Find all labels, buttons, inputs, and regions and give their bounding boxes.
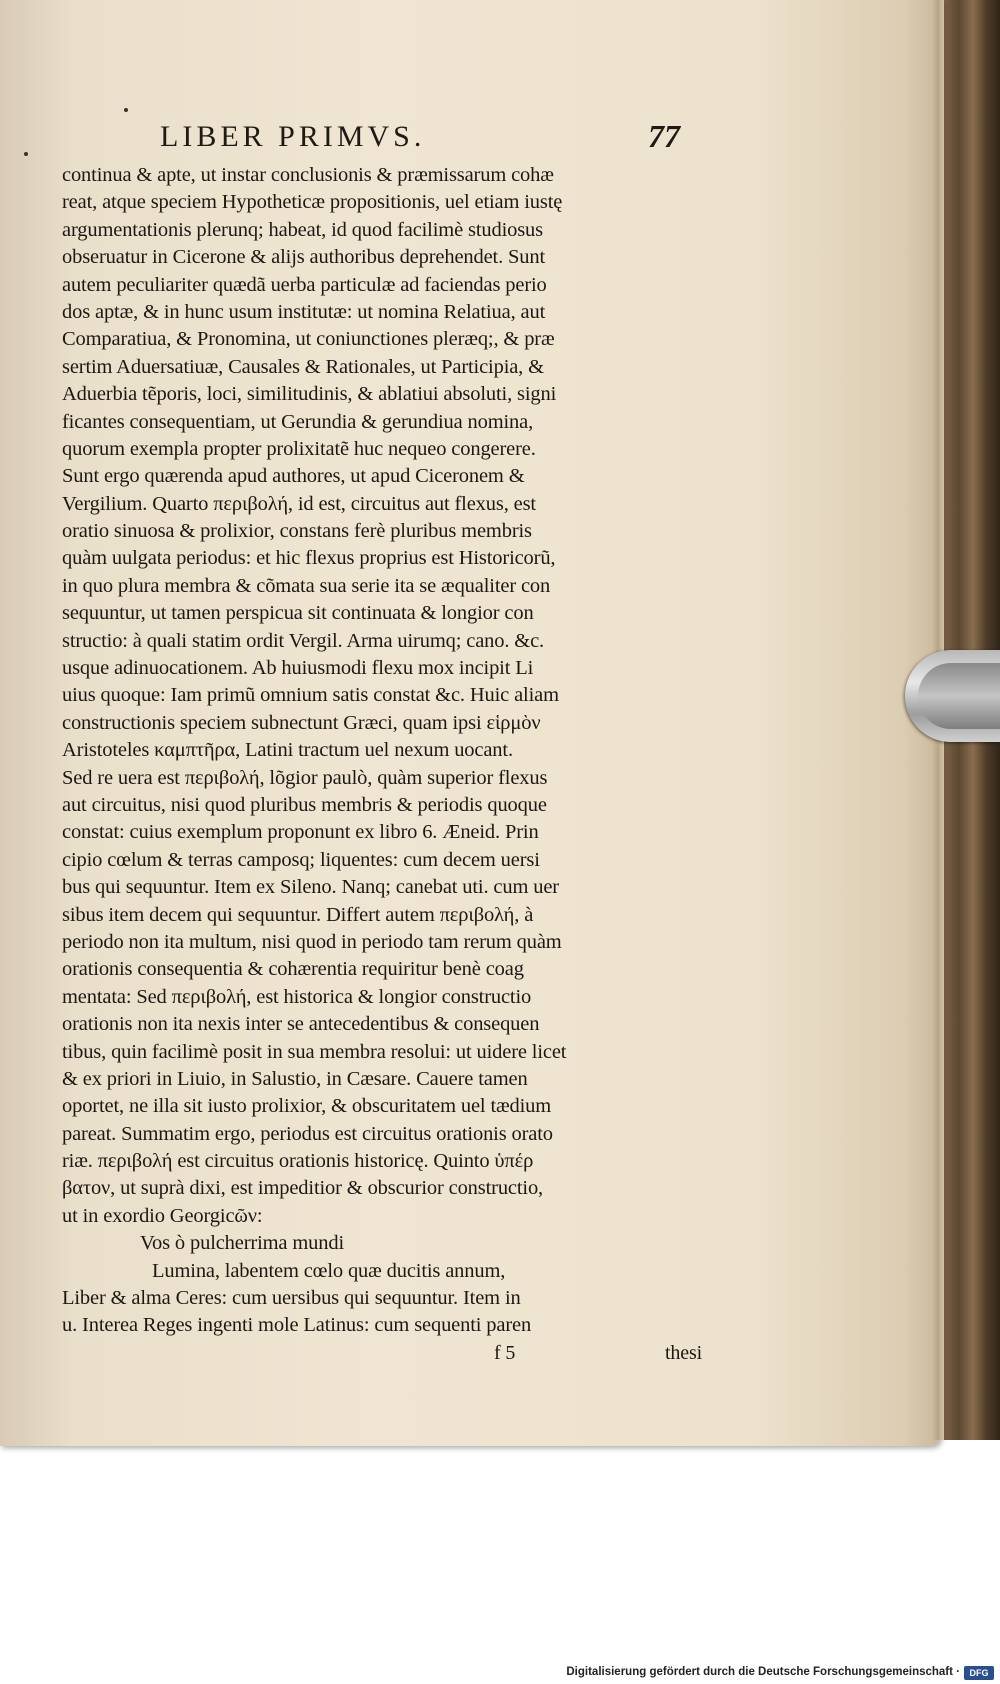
prose-block [62, 162, 702, 1230]
text-line: u. Interea Reges ingenti mole Latinus: cum sequenti paren [62, 1314, 532, 1337]
catchline [62, 1340, 702, 1367]
text-line: oratio sinuosa & prolixior, constans ferè pluribus membris [62, 520, 532, 543]
dfg-logo-icon: DFG [964, 1666, 994, 1680]
running-head-title: LIBER PRIMVS. [160, 120, 426, 153]
text-line: Vergilium. Quarto περιβολή, id est, circuitus aut flexus, est [62, 492, 536, 515]
text-line: reat, atque speciem Hypotheticæ propositionis, uel etiam iustę [62, 191, 563, 214]
text-line: Sunt ergo quærenda apud authores, ut apud Ciceronem & [62, 465, 525, 488]
text-line: in quo plura membra & cõmata sua serie ita se æqualiter con [62, 574, 551, 597]
page-body [62, 162, 702, 1367]
catchword: thesi [664, 1341, 702, 1364]
text-line: quàm uulgata periodus: et hic flexus proprius est Historicorũ, [62, 547, 556, 570]
text-line: Aristoteles καμπτῆρα, Latini tractum uel nexum uocant. [62, 739, 513, 762]
text-line: usque adinuocationem. Ab huiusmodi flexu mox incipit Li [62, 657, 534, 680]
ink-speck [124, 108, 128, 112]
text-line: mentata: Sed περιβολή, est historica & longior constructio [62, 985, 532, 1008]
text-line: bus qui sequuntur. Item ex Sileno. Nanq; canebat uti. cum uer [62, 876, 559, 899]
text-line: constructionis speciem subnectunt Græci, quam ipsi εἱρμὸν [62, 711, 541, 734]
text-line: Lumina, labentem cœlo quæ ducitis annum, [152, 1259, 506, 1282]
signature-mark: f 5 [494, 1341, 516, 1364]
running-head [160, 120, 680, 160]
verse-quotation [62, 1230, 702, 1285]
text-line: uius quoque: Iam primũ omnium satis constat &c. Huic aliam [62, 684, 559, 707]
text-line: aut circuitus, nisi quod pluribus membris & periodis quoque [62, 793, 547, 816]
text-line: Liber & alma Ceres: cum uersibus qui sequuntur. Item in [62, 1287, 521, 1310]
text-line: orationis consequentia & cohærentia requiritur benè coag [62, 958, 524, 981]
text-line: sertim Aduersatiuæ, Causales & Rationales, ut Participia, & [62, 355, 544, 378]
text-line: Vos ò pulcherrima mundi [140, 1232, 344, 1255]
text-line: sibus item decem qui sequuntur. Differt autem περιβολή, à [62, 903, 534, 926]
text-line: argumentationis plerunq; habeat, id quod facilimè studiosus [62, 218, 543, 241]
text-line: oportet, ne illa sit iusto prolixior, & obscuritatem uel tædium [62, 1095, 552, 1118]
text-line: Aduerbia tẽporis, loci, similitudinis, & ablatiui absoluti, signi [62, 383, 557, 406]
digitization-credit: Digitalisierung gefördert durch die Deutsche Forschungsgemeinschaft · [566, 1666, 960, 1678]
text-line: & ex priori in Liuio, in Salustio, in Cæsare. Cauere tamen [62, 1067, 528, 1090]
text-line: Comparatiua, & Pronomina, ut coniunctiones pleræq;, & præ [62, 328, 555, 351]
text-line: riæ. περιβολή est circuitus orationis historicę. Quinto ὑπέρ [62, 1150, 534, 1173]
text-line: obseruatur in Cicerone & alijs authoribus deprehendet. Sunt [62, 246, 546, 269]
text-line: constat: cuius exemplum proponunt ex libro 6. Æneid. Prin [62, 821, 539, 844]
text-line: autem peculiariter quædã uerba particulæ ad faciendas perio [62, 273, 547, 296]
text-line: Sed re uera est περιβολή, lõgior paulò, quàm superior flexus [62, 766, 548, 789]
text-line: sequuntur, ut tamen perspicua sit continuata & longior con [62, 602, 534, 625]
text-line: continua & apte, ut instar conclusionis & præmissarum cohæ [62, 164, 554, 186]
text-line: ficantes consequentiam, ut Gerundia & gerundiua nomina, [62, 410, 534, 433]
closing-block [62, 1285, 702, 1340]
ink-speck [24, 152, 28, 156]
text-line: cipio cœlum & terras camposq; liquentes: cum decem uersi [62, 848, 540, 871]
text-line: pareat. Summatim ergo, periodus est circuitus orationis orato [62, 1122, 553, 1145]
text-line: orationis non ita nexis inter se antecedentibus & consequen [62, 1013, 540, 1036]
text-line: dos aptæ, & in hunc usum institutæ: ut nomina Relatiua, aut [62, 300, 546, 323]
page-clip-inner [918, 663, 1000, 729]
folio-number: 77 [648, 118, 680, 154]
text-line: quorum exempla propter prolixitatẽ huc nequeo congerere. [62, 437, 536, 460]
text-line: periodo non ita multum, nisi quod in periodo tam rerum quàm [62, 930, 562, 953]
text-line: structio: à quali statim ordit Vergil. Arma uirumq; cano. &c. [62, 629, 545, 652]
text-line: ut in exordio Georgicῶν: [62, 1204, 263, 1227]
text-line: βατον, ut suprà dixi, est impeditior & obscurior constructio, [62, 1177, 544, 1200]
text-line: tibus, quin facilimè posit in sua membra resolui: ut uidere licet [62, 1040, 567, 1063]
